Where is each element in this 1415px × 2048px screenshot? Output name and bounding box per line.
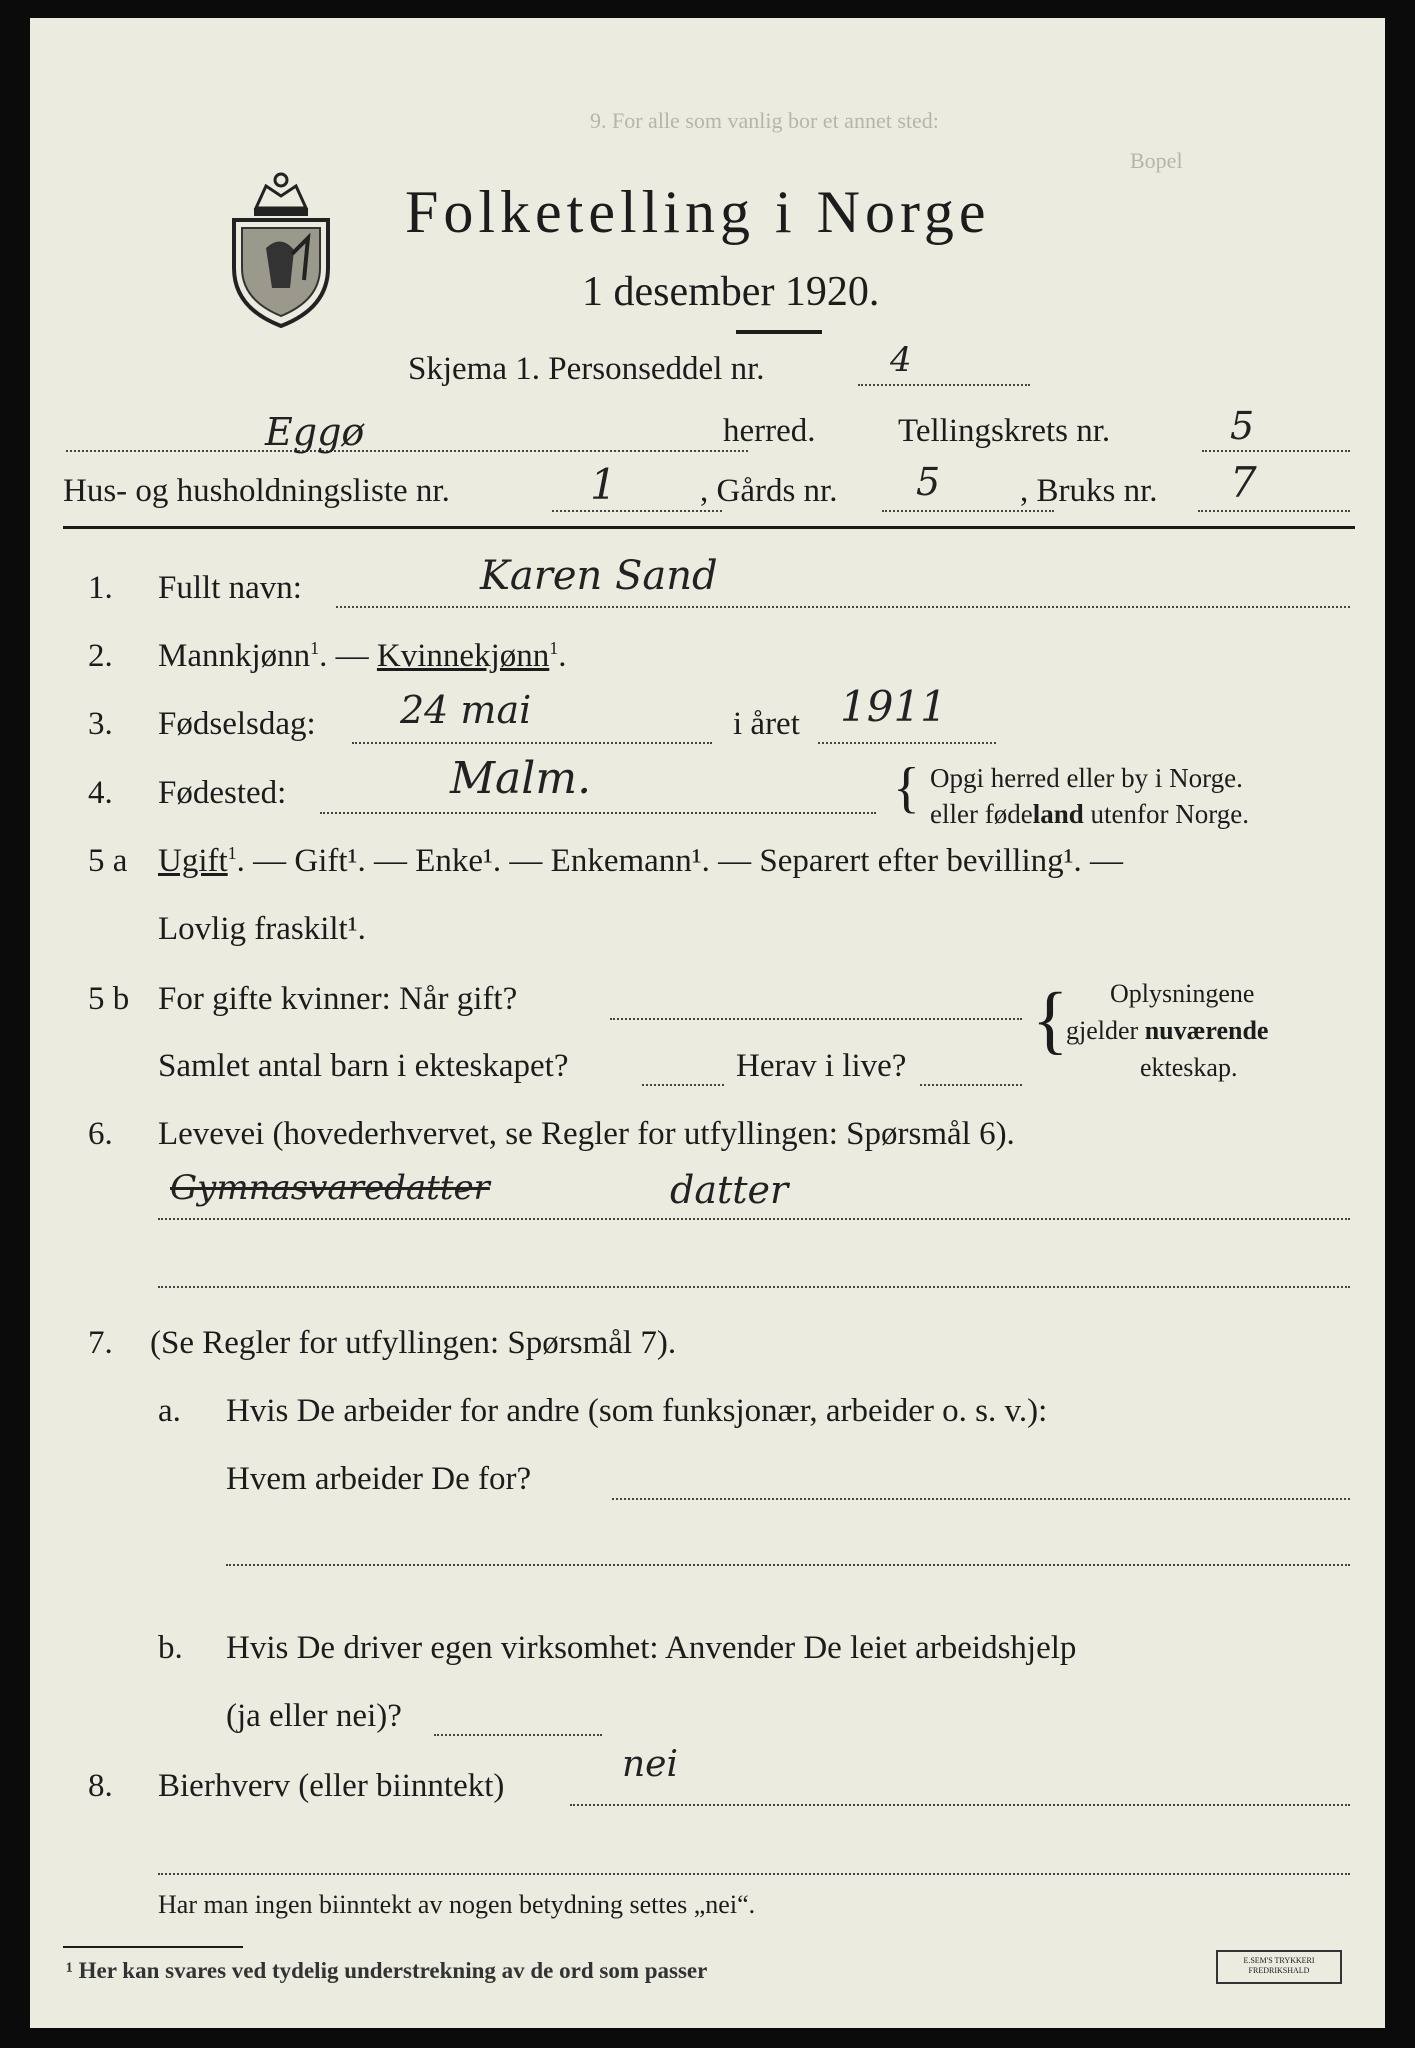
female-option-underlined[interactable]: Kvinnekjønn <box>376 638 550 674</box>
husholdningsliste-label: Hus- og husholdningsliste nr. <box>63 473 450 509</box>
year-label: i året <box>733 706 800 742</box>
gards-value[interactable]: 5 <box>916 460 941 504</box>
children-alive-label: Herav i live? <box>736 1048 907 1084</box>
q7a-text2: Hvem arbeider De for? <box>226 1461 532 1497</box>
brace: { <box>1032 978 1069 1062</box>
q6-number: 6. <box>88 1116 113 1152</box>
q5b-note-line2: gjelder nuværende <box>1066 1016 1269 1045</box>
q4-note-line2: eller fødeland utenfor Norge. <box>930 799 1249 829</box>
fraskilt-option[interactable]: Lovlig fraskilt¹. <box>158 911 366 947</box>
q7a-letter: a. <box>158 1393 181 1429</box>
children-count-label: Samlet antal barn i ekteskapet? <box>158 1048 569 1084</box>
census-date: 1 desember 1920. <box>582 269 880 315</box>
q7a-text: Hvis De arbeider for andre (som funksjonær, arbeider o. s. v.): <box>226 1393 1048 1429</box>
birthplace-value[interactable]: Malm. <box>450 753 592 804</box>
herred-value[interactable]: Eggø <box>265 410 365 454</box>
q7b-letter: b. <box>158 1630 183 1666</box>
occupation-struck-value[interactable]: Gymnasvaredatter <box>170 1168 490 1208</box>
q5b-note-line3: ekteskap. <box>1140 1053 1238 1082</box>
occupation-value[interactable]: datter <box>670 1168 789 1212</box>
printer-stamp: E.SEM'S TRYKKERI FREDRIKSHALD <box>1216 1950 1342 1984</box>
tellingskrets-label: Tellingskrets nr. <box>898 413 1111 449</box>
header-divider <box>63 526 1355 529</box>
footnote: ¹ Her kan svares ved tydelig understrekning av de ord som passer <box>66 1958 708 1983</box>
q5a-number: 5 a <box>88 843 128 879</box>
side-income-value[interactable]: nei <box>622 1744 679 1785</box>
full-name-value[interactable]: Karen Sand <box>480 553 718 599</box>
coat-of-arms-icon <box>226 168 336 328</box>
ugift-option-underlined[interactable]: Ugift <box>158 843 228 879</box>
q4-number: 4. <box>88 775 113 811</box>
q6-label: Levevei (hovederhvervet, se Regler for utfyllingen: Spørsmål 6). <box>158 1116 1015 1152</box>
title-divider <box>736 330 822 334</box>
husholdningsliste-value[interactable]: 1 <box>590 460 617 509</box>
marital-options: Ugift$^1$. — Gift¹. — Enke¹. — Enkemann¹. — Separert efter bevilling¹. — <box>158 843 1124 879</box>
married-when-label: For gifte kvinner: Når gift? <box>158 981 518 1017</box>
birth-year-value[interactable]: 1911 <box>840 682 947 731</box>
male-option[interactable]: Mannkjønn <box>158 638 311 674</box>
tellingskrets-value[interactable]: 5 <box>1230 404 1255 448</box>
herred-label: herred. <box>723 413 816 449</box>
q7-number: 7. <box>88 1325 113 1361</box>
brace: { <box>893 757 920 819</box>
q7b-text: Hvis De driver egen virksomhet: Anvender De leiet arbeidshjelp <box>226 1630 1077 1666</box>
q4-note-line1: Opgi herred eller by i Norge. <box>930 763 1243 793</box>
bleed-through-text: Bopel <box>1130 148 1183 173</box>
q5b-note-line1: Oplysningene <box>1110 979 1255 1008</box>
q5b-number: 5 b <box>88 981 130 1017</box>
bruks-label: , Bruks nr. <box>1020 473 1158 509</box>
q3-number: 3. <box>88 706 113 742</box>
bleed-through-text: 9. For alle som vanlig bor et annet sted: <box>590 108 939 133</box>
birthday-value[interactable]: 24 mai <box>400 688 532 732</box>
gender-options: Mannkjønn$^1$. — Kvinnekjønn$^1$. <box>158 638 567 674</box>
schema-label: Skjema 1. Personseddel nr. <box>408 351 765 387</box>
personseddel-nr-value[interactable]: 4 <box>890 340 912 380</box>
q2-number: 2. <box>88 638 113 674</box>
q3-label: Fødselsdag: <box>158 706 316 742</box>
q1-label: Fullt navn: <box>158 570 302 606</box>
q7-label: (Se Regler for utfyllingen: Spørsmål 7). <box>150 1325 677 1361</box>
footnote-divider <box>63 1946 243 1948</box>
q8-number: 8. <box>88 1768 113 1804</box>
q8-label: Bierhverv (eller biinntekt) <box>158 1768 505 1804</box>
form-title: Folketelling i Norge <box>405 179 991 245</box>
gards-label: , Gårds nr. <box>700 473 838 509</box>
bruks-value[interactable]: 7 <box>1230 458 1257 507</box>
q1-number: 1. <box>88 570 113 606</box>
q4-label: Fødested: <box>158 775 287 811</box>
q7b-text2: (ja eller nei)? <box>226 1698 402 1734</box>
census-form <box>30 18 1385 2028</box>
footer-note: Har man ingen biinntekt av nogen betydning settes „nei“. <box>158 1890 756 1919</box>
